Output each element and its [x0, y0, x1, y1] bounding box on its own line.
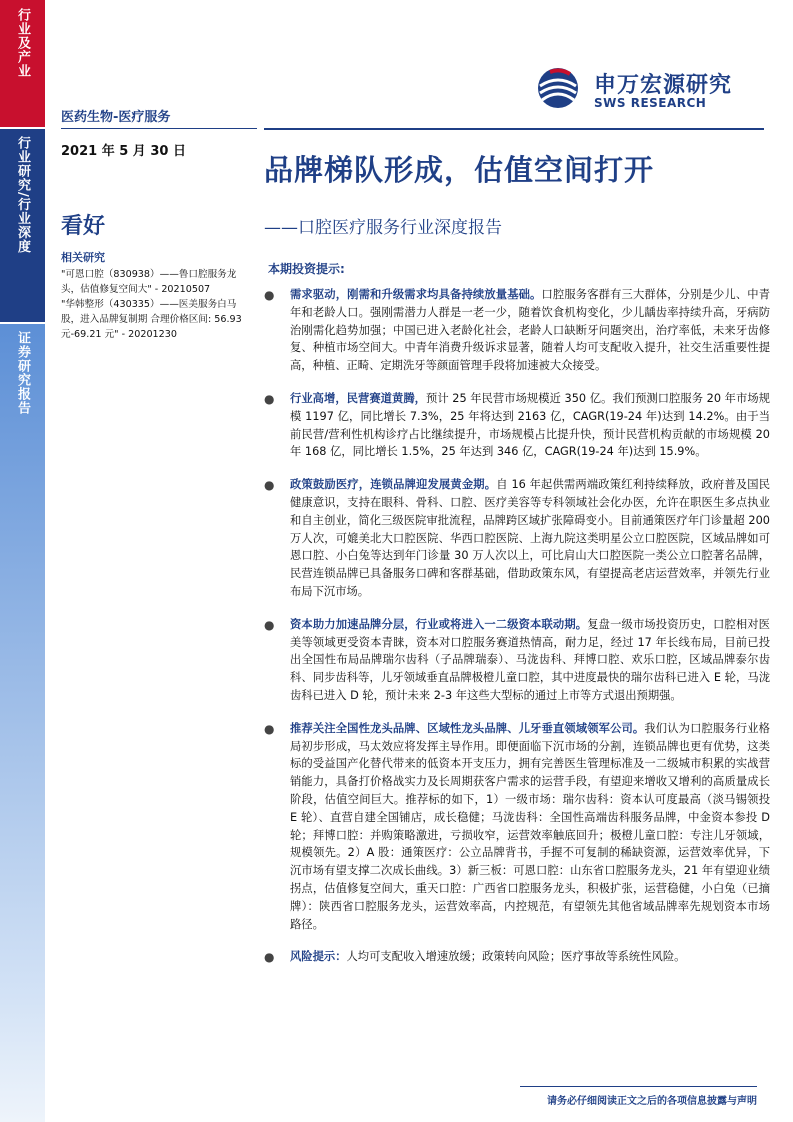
- key-point-text: 自 16 年起供需两端政策红利持续释放，政府普及国民健康意识，支持在眼科、骨科、口腔、医疗美容等专科领域社会化办医，允许在职医生多点执业和自主创业，简化三级医院审批流程，品牌跨区域扩张障碍变小。目前通策医疗年门诊量超 200 万人次，可媲美北大口腔医院、华西口腔医院、上海九院这类明星公立口腔医院，区域品牌如可恩口腔、小白兔等达到年门诊量 30 万人次以上，可比肩山大口腔医院一类公立口腔著名品牌，民营连锁品牌已具备服务口碑和客群基础，借助政策东风，有望提高老店运营效率，并领先行业布局下沉市场。: [290, 478, 770, 598]
- key-point-text: 人均可支配收入增速放缓；政策转向风险；医疗事故等系统性风险。: [346, 950, 686, 964]
- side-band-securities: [0, 323, 45, 1122]
- logo-chinese-name: 申万宏源研究: [594, 73, 733, 98]
- report-subtitle: ——口腔医疗服务行业深度报告: [264, 218, 502, 238]
- rating: 看好: [61, 214, 106, 239]
- side-band-industry: [0, 0, 45, 128]
- logo-english-name: SWS RESEARCH: [594, 96, 707, 110]
- bullet-icon: ●: [264, 288, 275, 302]
- key-point-lead: 风险提示：: [290, 950, 347, 964]
- key-point: [262, 286, 770, 375]
- bullet-icon: ●: [264, 617, 275, 632]
- key-point-lead: 需求驱动，刚需和升级需求均具备持续放量基础。: [290, 288, 542, 301]
- side-band-report-type: [0, 128, 45, 323]
- divider: [61, 128, 257, 129]
- key-points-list: [262, 286, 770, 981]
- key-point: [262, 720, 770, 934]
- bullet-icon: ●: [264, 478, 275, 493]
- report-title: 品牌梯队形成，估值空间打开: [264, 153, 655, 187]
- key-point: [262, 948, 770, 966]
- bullet-icon: ●: [264, 391, 275, 406]
- key-points-heading: 本期投资提示:: [268, 262, 345, 276]
- key-point: [262, 390, 770, 461]
- key-point-text: 预计 25 年民营市场规模近 350 亿。我们预测口腔服务 20 年市场规模 1197 亿，同比增长 7.3%，25 年将达到 2163 亿，CAGR(19-24 年)达到 14.2%。由于当前民营/营利性机构诊疗占比继续提升，市场规模占比提升快，预计民营机构贡献的市场规模 20 年 168 亿，同比增长 1.5%，25 年达到 346 亿，CAGR(19-24 年)达到 15.9%。: [290, 391, 770, 459]
- key-point-lead: 行业高增，民营赛道黄腾，: [290, 391, 426, 405]
- key-point-lead: 政策鼓励医疗，连锁品牌迎发展黄金期。: [290, 478, 497, 492]
- key-point: [262, 616, 770, 705]
- side-band: [0, 0, 45, 1122]
- key-point-text: 口腔服务客群有三大群体，分别是少儿、中青年和老龄人口。强刚需潜力人群是一老一少，随着饮食机构变化，少儿龋齿率持续升高，牙病防治刚需化趋势加强；中国已进入老龄化社会，老龄人口缺断牙问题突出，治疗率低，未来牙齿修复、种植市场空间大。中青年消费升级诉求显著，随着人均可支配收入提升，社交生活重要性提高，种植、正畸、定期洗牙等颜面管理手段将加速被大众接受。: [290, 288, 770, 373]
- related-research-item[interactable]: "可恩口腔（830938）——鲁口腔服务龙头，估值修复空间大" - 20210507: [61, 269, 237, 295]
- disclaimer-footer[interactable]: 请务必仔细阅读正文之后的各项信息披露与声明: [547, 1096, 757, 1107]
- globe-logo-icon: [536, 66, 580, 110]
- related-research-item[interactable]: "华韩整形（430335）——医美服务白马股，进入品牌复制期 合理价格区间: 56.93 元-69.21 元" - 20201230: [61, 299, 242, 340]
- key-point: [262, 476, 770, 601]
- footer-divider: [520, 1086, 757, 1087]
- band-divider: [0, 127, 45, 129]
- key-point-text: 复盘一级市场投资历史，口腔相对医美等领域更受资本青睐，资本对口腔服务赛道热情高，耐力足，经过 17 年长线布局，目前已投出全国性布局品牌瑞尔齿科（子品牌瑞泰）、马泷齿科、拜博口腔、欢乐口腔，区域品牌泰尔齿科、同步齿科等，儿牙领域垂直品牌极橙儿童口腔，其中进度最快的瑞尔齿科已进入 E 轮，马泷齿科已进入 D 轮，预计未来 2-3 年这些大型标的通过上市等方式退出预期强。: [290, 617, 770, 702]
- industry-label: 医药生物-医疗服务: [61, 110, 171, 125]
- key-point-text: 我们认为口腔服务行业格局初步形成，马太效应将发挥主导作用。即便面临下沉市场的分割，连锁品牌也更有优势，这类标的受益国产化替代带来的低资本开支压力，拥有完善医生管理标准及一二级城市积累的实战营销能力，具备打价格战实力及长周期获客户需求的运营手段，有望迎来增收又增利的高质量成长阶段，估值空间巨大。推荐标的如下，1）一级市场：瑞尔齿科：资本认可度最高（淡马锡领投 E 轮）、直营自建全国铺店，成长稳健；马泷齿科：全国性高端齿科服务品牌，中金资本参投 D 轮；拜博口腔：并购策略激进，亏损收窄，运营效率触底回升；极橙儿童口腔：专注儿牙领域，规模领先。2）A 股：通策医疗：公立品牌背书，手握不可复制的稀缺资源，运营效率优异，下沉市场有望支撑二次成长曲线。3）新三板：可恩口腔：山东省口腔服务龙头，21 年有望迎业绩拐点，估值修复空间大，重天口腔：广西省口腔服务龙头，积极扩张，运营稳健，小白兔（已摘牌）：陕西省口腔服务龙头，运营效率高，内控规范，有望领先其他省域品牌率先规划资本市场路径。: [290, 721, 770, 931]
- related-research-title: 相关研究: [61, 251, 105, 264]
- key-point-lead: 推荐关注全国性龙头品牌、区域性龙头品牌、儿牙垂直领域领军公司。: [290, 721, 645, 735]
- bullet-icon: ●: [264, 950, 275, 965]
- bullet-icon: ●: [264, 721, 275, 736]
- side-band-report-type-label: 行业研究/行业深度: [15, 136, 30, 254]
- side-band-securities-label: 证券研究报告: [15, 331, 30, 415]
- side-band-industry-label: 行业及产业: [15, 8, 30, 78]
- company-logo: [536, 66, 776, 114]
- report-date: 2021 年 5 月 30 日: [61, 144, 186, 159]
- related-research-list: [61, 267, 251, 342]
- band-divider: [0, 322, 45, 324]
- title-divider: [264, 128, 764, 130]
- key-point-lead: 资本助力加速品牌分层，行业或将进入一二级资本联动期。: [290, 617, 588, 631]
